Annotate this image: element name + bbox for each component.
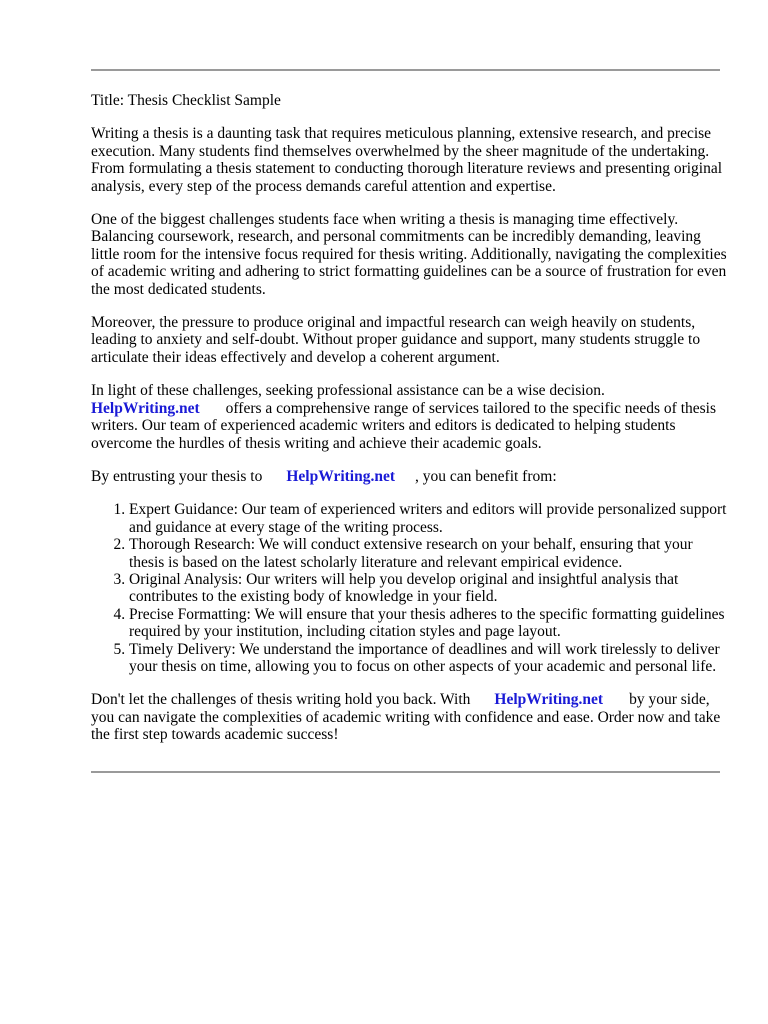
helpwriting-link[interactable]: HelpWriting.net [494,691,604,709]
assistance-intro-text: In light of these challenges, seeking professional assistance can be a wise decision. [91,382,605,400]
pressure-paragraph: Moreover, the pressure to produce original and impactful research can weigh heavily on students, leading to anxiety and self-doubt. Without proper guidance and support, many students struggle to articulate their ideas effectively and develop a coherent argument. [91,314,701,366]
list-item: 3. Original Analysis: Our writers will help you develop original and insightful analysis that contributes to the existing body of knowledge in your field. [129,571,731,606]
intro-paragraph: Writing a thesis is a daunting task that requires meticulous planning, extensive research, and precise execution. Many students find themselves overwhelmed by the sheer magnitude of the undertaking. From formulating a thesis statement to conducting thorough literature reviews and presenting original analysis, every step of the process demands careful attention and expertise. [91,125,723,195]
list-item: 1. Expert Guidance: Our team of experienced writers and editors will provide personalized support and guidance at every stage of the writing process. [129,501,731,536]
top-divider [91,69,720,71]
assistance-paragraph [91,382,731,452]
helpwriting-link[interactable]: HelpWriting.net [286,467,396,485]
entrust-before-text: By entrusting your thesis to [91,467,263,485]
document-title: Title: Thesis Checklist Sample [91,92,281,109]
bottom-divider [91,771,720,773]
document-body [91,92,731,760]
closing-after-text: by your side, you can navigate the complexities of academic writing with confidence and ease. Order now and take the first step towards academic success! [91,691,721,744]
entrust-paragraph [91,468,731,485]
benefits-list [91,501,731,675]
closing-paragraph [91,691,731,743]
entrust-after-text: , you can benefit from: [415,467,557,485]
list-item: 5. Timely Delivery: We understand the importance of deadlines and will work tirelessly to deliver your thesis on time, allowing you to focus on other aspects of your academic and personal life. [129,641,731,676]
list-item: 2. Thorough Research: We will conduct extensive research on your behalf, ensuring that your thesis is based on the latest scholarly literature and relevant empirical evidence. [129,536,731,571]
challenges-paragraph: One of the biggest challenges students face when writing a thesis is managing time effectively. Balancing coursework, research, and personal commitments can be incredibly demanding, leaving little room for the intensive focus required for thesis writing. Additionally, navigating the complexities of academic writing and adhering to strict formatting guidelines can be a source of frustration for even the most dedicated students. [91,211,727,298]
assistance-rest-text: offers a comprehensive range of services tailored to the specific needs of thesis writers. Our team of experienced academic writers and editors is dedicated to helping students overcome the hurdles of thesis writing and achieve their academic goals. [91,399,717,452]
helpwriting-link[interactable]: HelpWriting.net [91,399,200,417]
closing-before-text: Don't let the challenges of thesis writing hold you back. With [91,691,471,709]
list-item: 4. Precise Formatting: We will ensure that your thesis adheres to the specific formatting guidelines required by your institution, including citation styles and page layout. [129,606,731,641]
